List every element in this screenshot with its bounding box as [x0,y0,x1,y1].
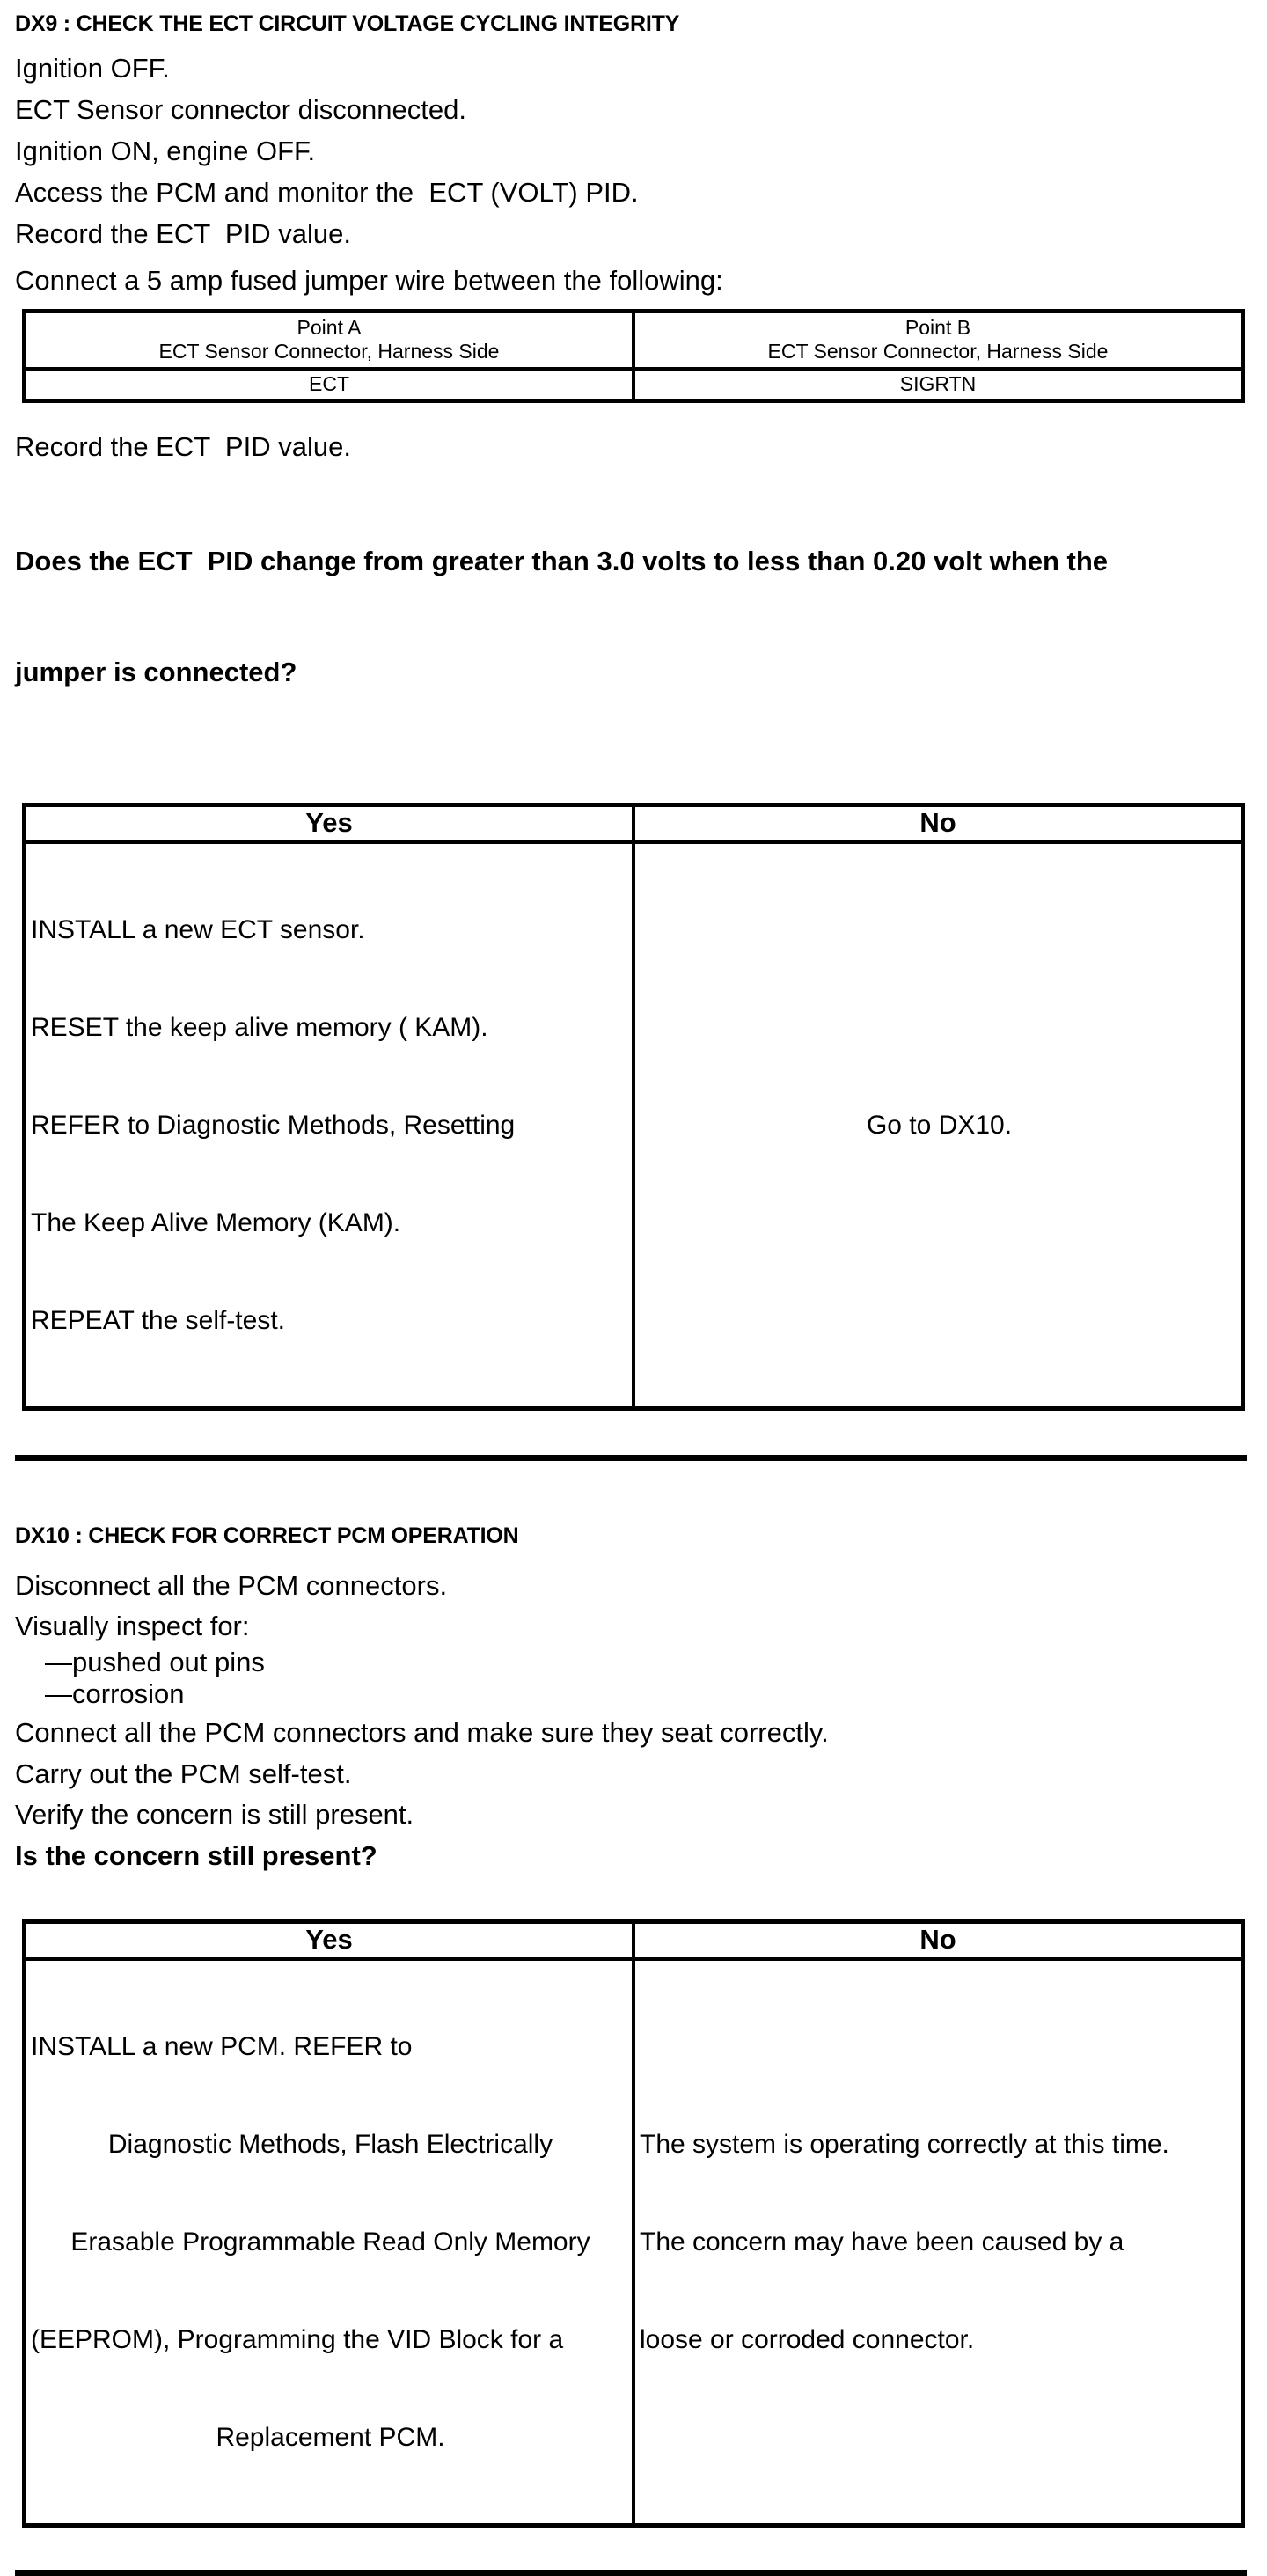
dx10-yes-cell [25,1959,634,2526]
jumper-table-pin-row [25,369,1243,401]
dx9-yes-line: INSTALL a new ECT sensor. [31,915,365,944]
dx10-result-body-row [25,1959,1243,2526]
point-b-subtitle: ECT Sensor Connector, Harness Side [767,340,1109,363]
dx9-yes-line: The Keep Alive Memory (KAM). [31,1208,401,1237]
point-a-subtitle: ECT Sensor Connector, Harness Side [158,340,500,363]
dx10-no-line: The concern may have been caused by a [640,2227,1124,2257]
point-b-title: Point B [904,316,971,339]
dx10-step-inspect: Visually inspect for: [15,1611,250,1641]
dx10-heading: DX10 : CHECK FOR CORRECT PCM OPERATION [15,1523,519,1548]
dx9-yes-cell [25,842,634,1409]
dx9-yes-line: REFER to Diagnostic Methods, Resetting [31,1111,516,1140]
dx10-yes-line: (EEPROM), Programming the VID Block for a [31,2325,564,2354]
dx10-result-header-row [25,1922,1243,1960]
dx10-no-line: loose or corroded connector. [640,2325,975,2354]
dx10-yes-line: Diagnostic Methods, Flash Electrically [107,2130,553,2159]
dx9-step-sensor-disconnected: ECT Sensor connector disconnected. [15,94,466,125]
dx9-question-line-2: jumper is connected? [15,657,297,687]
dx9-yes-header: Yes [25,805,634,843]
dx9-no-header: No [634,805,1243,843]
dx10-step-connect: Connect all the PCM connectors and make sure they seat correctly. [15,1717,829,1748]
point-a-pin: ECT [25,369,634,401]
dx9-no-cell: Go to DX10. [634,842,1243,1409]
dx10-step-disconnect: Disconnect all the PCM connectors. [15,1570,448,1601]
dx10-step-selftest: Carry out the PCM self-test. [15,1758,352,1789]
point-b-header-cell [634,312,1243,370]
bottom-rule [15,2570,1247,2576]
dx9-result-header-row [25,805,1243,843]
dx10-yes-line: INSTALL a new PCM. REFER to [31,2032,413,2061]
dx10-inspect-item-pins: —pushed out pins [45,1647,265,1677]
dx10-no-line: The system is operating correctly at this time. [640,2130,1169,2159]
section-divider-rule [15,1455,1247,1461]
dx9-yes-line: RESET the keep alive memory ( KAM). [31,1013,488,1042]
dx10-no-cell [634,1959,1243,2526]
dx10-step-verify: Verify the concern is still present. [15,1799,414,1830]
point-a-title: Point A [297,316,362,339]
dx9-step-ignition-on: Ignition ON, engine OFF. [15,136,316,166]
dx10-result-table [22,1919,1245,2528]
dx9-result-body-row [25,842,1243,1409]
dx10-question: Is the concern still present? [15,1840,377,1871]
dx10-yes-line: Replacement PCM. [216,2423,445,2452]
dx9-result-table [22,803,1245,1411]
dx9-yes-line: REPEAT the self-test. [31,1306,285,1335]
point-a-header-cell [25,312,634,370]
jumper-points-table [22,309,1245,403]
dx9-question [15,469,1247,765]
dx10-yes-line: Erasable Programmable Read Only Memory [70,2227,590,2257]
dx9-step-ignition-off: Ignition OFF. [15,53,170,84]
dx10-yes-header: Yes [25,1922,634,1960]
dx9-step-record-pid-2: Record the ECT PID value. [15,431,351,462]
dx9-question-line-1: Does the ECT PID change from greater than 3.0 volts to less than 0.20 volt when the [15,546,1109,576]
dx9-step-connect-jumper: Connect a 5 amp fused jumper wire between the following: [15,265,723,296]
point-b-pin: SIGRTN [634,369,1243,401]
jumper-table-header-row [25,312,1243,370]
dx9-step-record-pid: Record the ECT PID value. [15,218,351,249]
dx9-heading: DX9 : CHECK THE ECT CIRCUIT VOLTAGE CYCLING INTEGRITY [15,11,680,36]
dx9-step-access-pcm: Access the PCM and monitor the ECT (VOLT) PID. [15,177,639,208]
dx10-inspect-item-corrosion: —corrosion [45,1678,185,1709]
dx10-no-header: No [634,1922,1243,1960]
